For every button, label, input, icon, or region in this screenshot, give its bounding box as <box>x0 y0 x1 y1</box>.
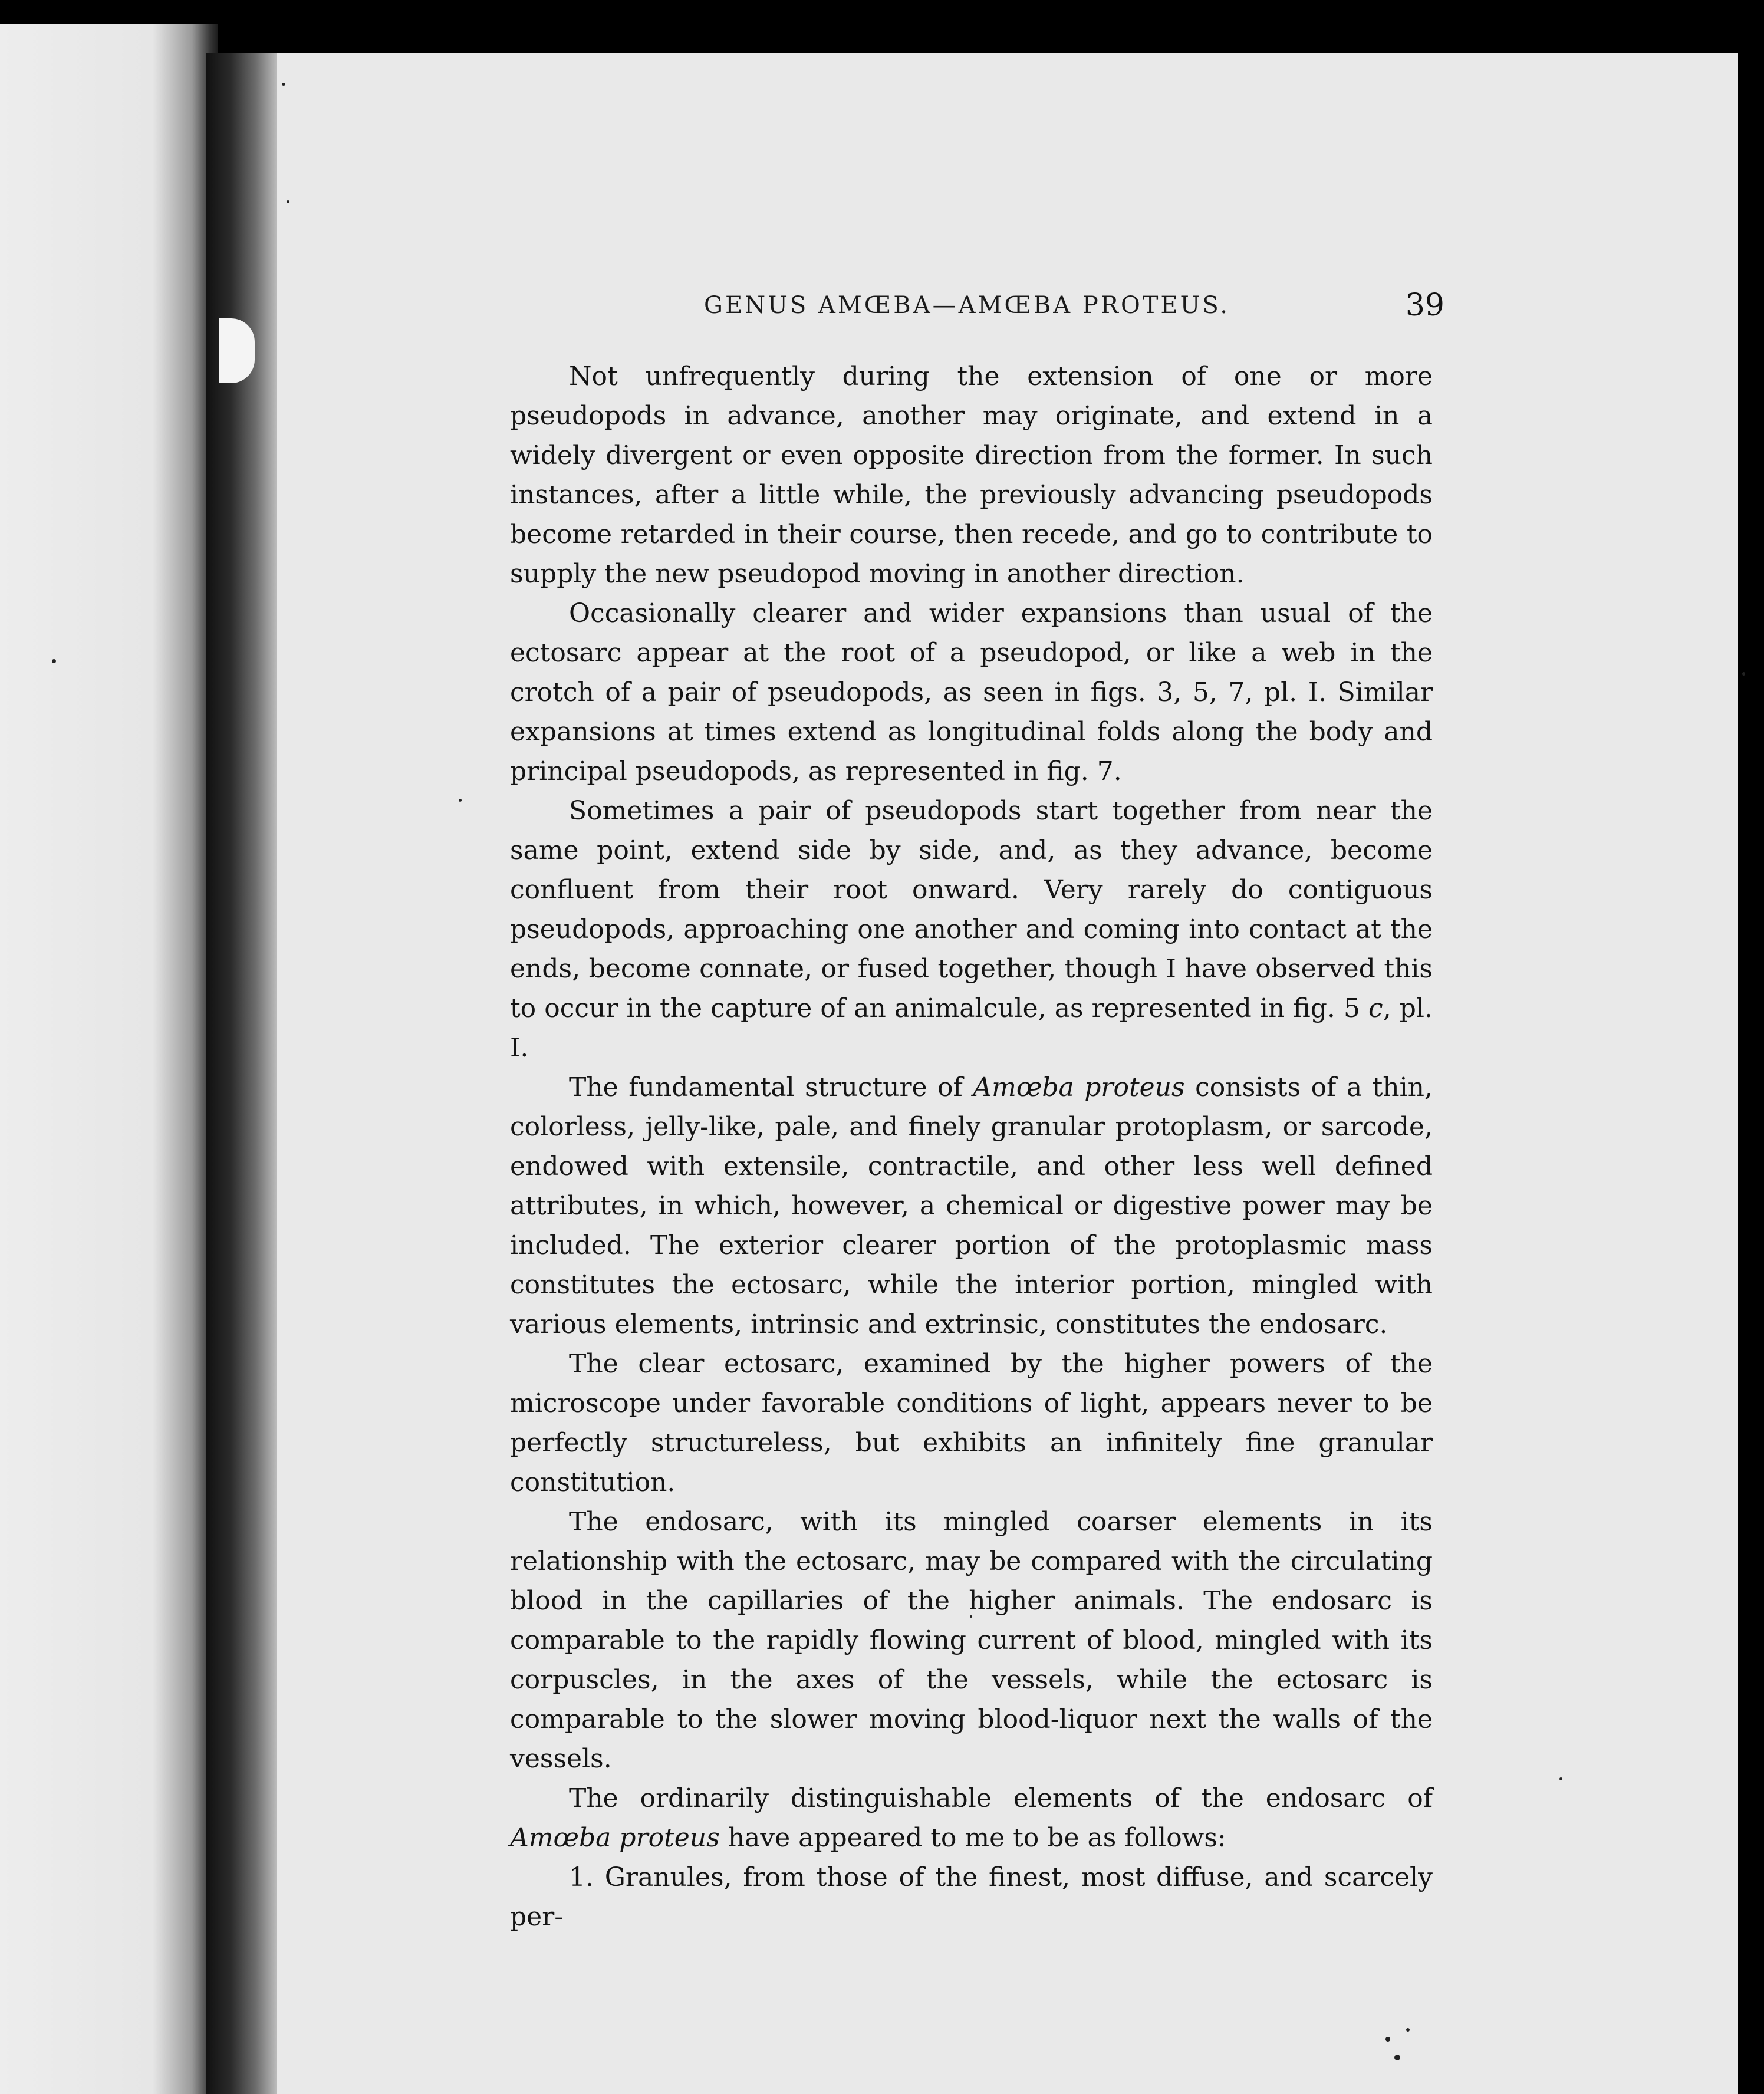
paragraph-1 <box>510 357 1433 594</box>
paragraph-text: have appeared to me to be as follows: <box>719 1823 1226 1853</box>
paragraph-text: 1. Granules, from those of the finest, most diffuse, and scarcely per- <box>510 1862 1433 1932</box>
species-name-italic: Amœba proteus <box>510 1823 720 1853</box>
body-text <box>510 357 1433 1937</box>
running-head: GENUS AMŒBA—AMŒBA PROTEUS. <box>703 292 1230 319</box>
figure-letter-italic: c <box>1368 993 1383 1023</box>
paragraph-8 <box>510 1858 1433 1937</box>
paragraph-text: consists of a thin, colorless, jelly-like, pale, and finely granular protoplasm, or sarcode, endowed with extensile, contractile, and other less well defined attributes, in which, however, a chemical or digestive power may be included. The exterior clearer portion of the protoplasmic mass constitutes the ectosarc, while the interior portion, mingled with various elements, intrinsic and extrinsic, constitutes the endosarc. <box>510 1072 1433 1339</box>
paragraph-text: The ordinarily distinguishable elements of the endosarc of <box>569 1783 1433 1813</box>
page-edge-notch <box>219 318 255 383</box>
paragraph-text: Not unfrequently during the extension of one or more pseudopods in advance, another may originate, and extend in a widely divergent or even opposite direction from the former. In such instances, after a little while, the previously advancing pseudopods become retarded in their course, then recede, and go to contribute to supply the new pseudopod moving in another direction. <box>510 361 1433 589</box>
paragraph-text: The fundamental structure of <box>569 1072 973 1102</box>
paragraph-text: Sometimes a pair of pseudopods start together from near the same point, extend side by side, and, as they advance, become confluent from their root onward. Very rarely do contiguous pseudopods, approaching one another and coming into contact at the ends, become connate, or fused together, though I have observed this to occur in the capture of an animalcule, as represented in fig. 5 <box>510 796 1433 1023</box>
scan-right-border <box>1738 0 1764 2094</box>
paragraph-5 <box>510 1344 1433 1502</box>
paragraph-4 <box>510 1068 1433 1344</box>
paragraph-2 <box>510 594 1433 791</box>
page-number: 39 <box>1405 288 1444 323</box>
paragraph-text: , pl. I. <box>510 993 1433 1063</box>
species-name-italic: Amœba proteus <box>973 1072 1185 1102</box>
paragraph-6 <box>510 1502 1433 1779</box>
paragraph-3 <box>510 791 1433 1068</box>
paragraph-text: The endosarc, with its mingled coarser elements in its relationship with the ectosarc, may be compared with the circulating blood in the capillaries of the higher animals. The endosarc is comparable to the rapidly flowing current of blood, mingled with its corpuscles, in the axes of the vessels, while the ectosarc is comparable to the slower moving blood-liquor next the walls of the vessels. <box>510 1507 1433 1774</box>
facing-page-edge <box>0 24 218 2094</box>
paragraph-text: Occasionally clearer and wider expansions than usual of the ectosarc appear at the root of a pseudopod, or like a web in the crotch of a pair of pseudopods, as seen in figs. 3, 5, 7, pl. I. Similar expansions at times extend as longitudinal folds along the body and principal pseudopods, as represented in fig. 7. <box>510 598 1433 786</box>
paragraph-7 <box>510 1779 1433 1858</box>
paragraph-text: The clear ectosarc, examined by the higher powers of the microscope under favorable conditions of light, appears never to be perfectly structureless, but exhibits an infinitely fine granular constitution. <box>510 1349 1433 1497</box>
